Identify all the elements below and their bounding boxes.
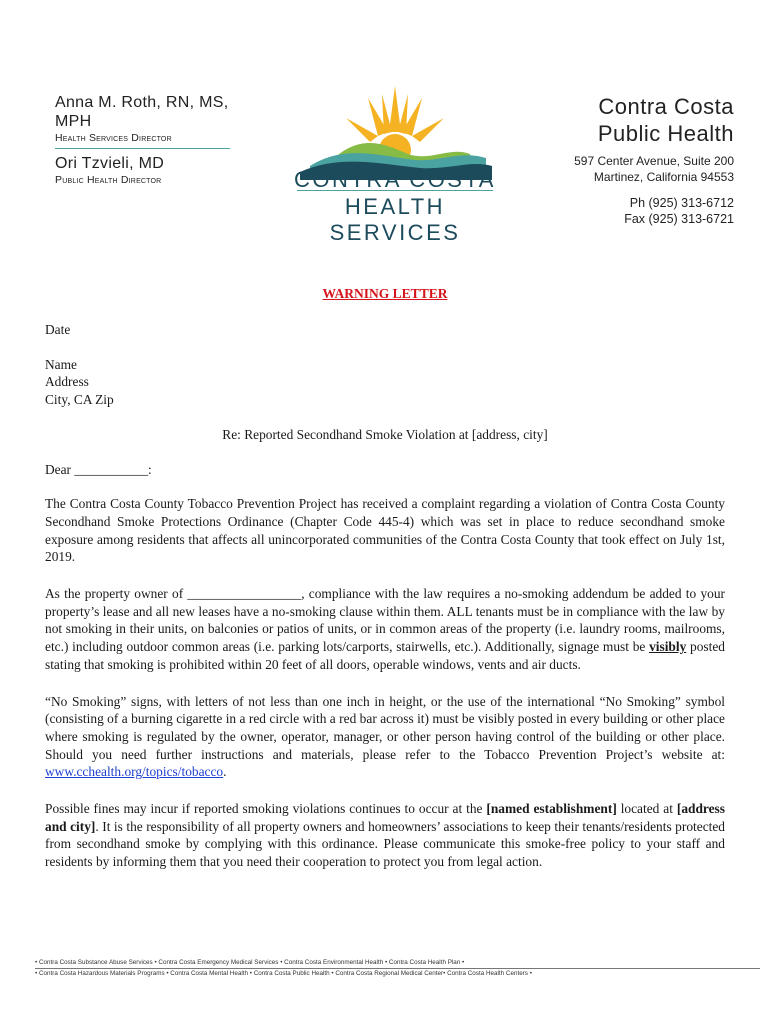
public-health-director-name: Ori Tzvieli, MD — [55, 155, 165, 172]
paragraph-2: As the property owner of _________________, compliance with the law requires a no-smoking addendum be added to your property’s lease and all new leases have a no-smoking clause within them. ALL tenants must be in compliance with the law by not smoking in their units, on balconies or patios of units, or in common areas of the property (i.e. laundry rooms, mailrooms, etc.) including outdoor common areas (i.e. parking lots/carports, stairwells, etc.). Additionally, signage must be visibly posted stating that smoking is prohibited within 20 feet of all doors, operable windows, vents and air ducts. — [45, 586, 725, 672]
recipient-address: Address — [45, 374, 89, 390]
letter-body — [45, 321, 725, 871]
header-right — [574, 93, 734, 227]
director-title: Health Services Director — [55, 132, 172, 144]
header-rule — [55, 148, 230, 149]
paragraph-1: The Contra Costa County Tobacco Prevention Project has received a complaint regarding a violation of Contra Costa County Secondhand Smoke Protections Ordinance (Chapter Code 445-4) which was set in place to reduce secondhand smoke exposure among residents that affects all unincorporated communities of the Contra Costa County that took effect on July 1st, 2019. — [45, 496, 725, 565]
tobacco-website-link[interactable]: www.cchealth.org/topics/tobacco — [45, 764, 224, 780]
address-and-city: [address and city] — [45, 801, 725, 834]
header-left — [55, 93, 230, 187]
org-name-1: Contra Costa — [598, 94, 734, 119]
paragraph-4: Possible fines may incur if reported smoking violations continues to occur at the [named establishment] located at [address and city]. It is the responsibility of all property owners and homeowners’ associations to keep their tenants/residents protected from secondhand smoke by complying with this ordinance. Please communicate this smoke-free policy to your staff and residents by informing them that you need their cooperation to protect you from legal action. — [45, 801, 725, 870]
phone: Ph (925) 313-6712 — [629, 196, 734, 210]
org-name-2: Public Health — [597, 121, 734, 146]
named-establishment: [named establishment] — [486, 801, 617, 817]
recipient-name: Name — [45, 356, 77, 372]
logo-rule — [297, 190, 493, 191]
footer — [35, 958, 760, 979]
paragraph-3: “No Smoking” signs, with letters of not less than one inch in height, or the use of the international “No Smoking” symbol (consisting of a burning cigarette in a red circle with a red bar across it) must be visibly posted in every building or other place where smoking is regulated by the owner, operator, manager, or other person having control of the building or other place. Should you need further instructions and materials, please refer to the Tobacco Prevention Project’s website at: www.cchealth.org/topics/tobacco. — [45, 693, 725, 780]
address-line-2: Martinez, California 94553 — [593, 170, 734, 184]
footer-line-2: • Contra Costa Hazardous Materials Programs • Contra Costa Mental Health • Contra Costa Public Health • Contra Costa Regional Medical Center• Contra Costa Health Centers • — [35, 970, 532, 977]
salutation: Dear ___________: — [45, 461, 152, 477]
address-line-1: 597 Center Avenue, Suite 200 — [574, 154, 734, 168]
footer-line-1: • Contra Costa Substance Abuse Services • Contra Costa Emergency Medical Services • Contra Costa Environmental Health • Contra Costa Health Plan • — [35, 958, 760, 969]
director-name: Anna M. Roth, RN, MS, MPH — [55, 94, 229, 130]
letter-title: WARNING LETTER — [322, 286, 448, 301]
fax: Fax (925) 313-6721 — [624, 212, 734, 226]
public-health-director-title: Public Health Director — [55, 174, 162, 186]
logo-line-1: CONTRA COSTA — [294, 167, 496, 192]
subject-line: Re: Reported Secondhand Smoke Violation at [address, city] — [222, 426, 548, 442]
emphasis-visibly: visibly — [649, 639, 687, 655]
logo-line-2: HEALTH SERVICES — [329, 194, 461, 245]
date-line: Date — [45, 322, 71, 337]
recipient-city: City, CA Zip — [45, 392, 114, 408]
